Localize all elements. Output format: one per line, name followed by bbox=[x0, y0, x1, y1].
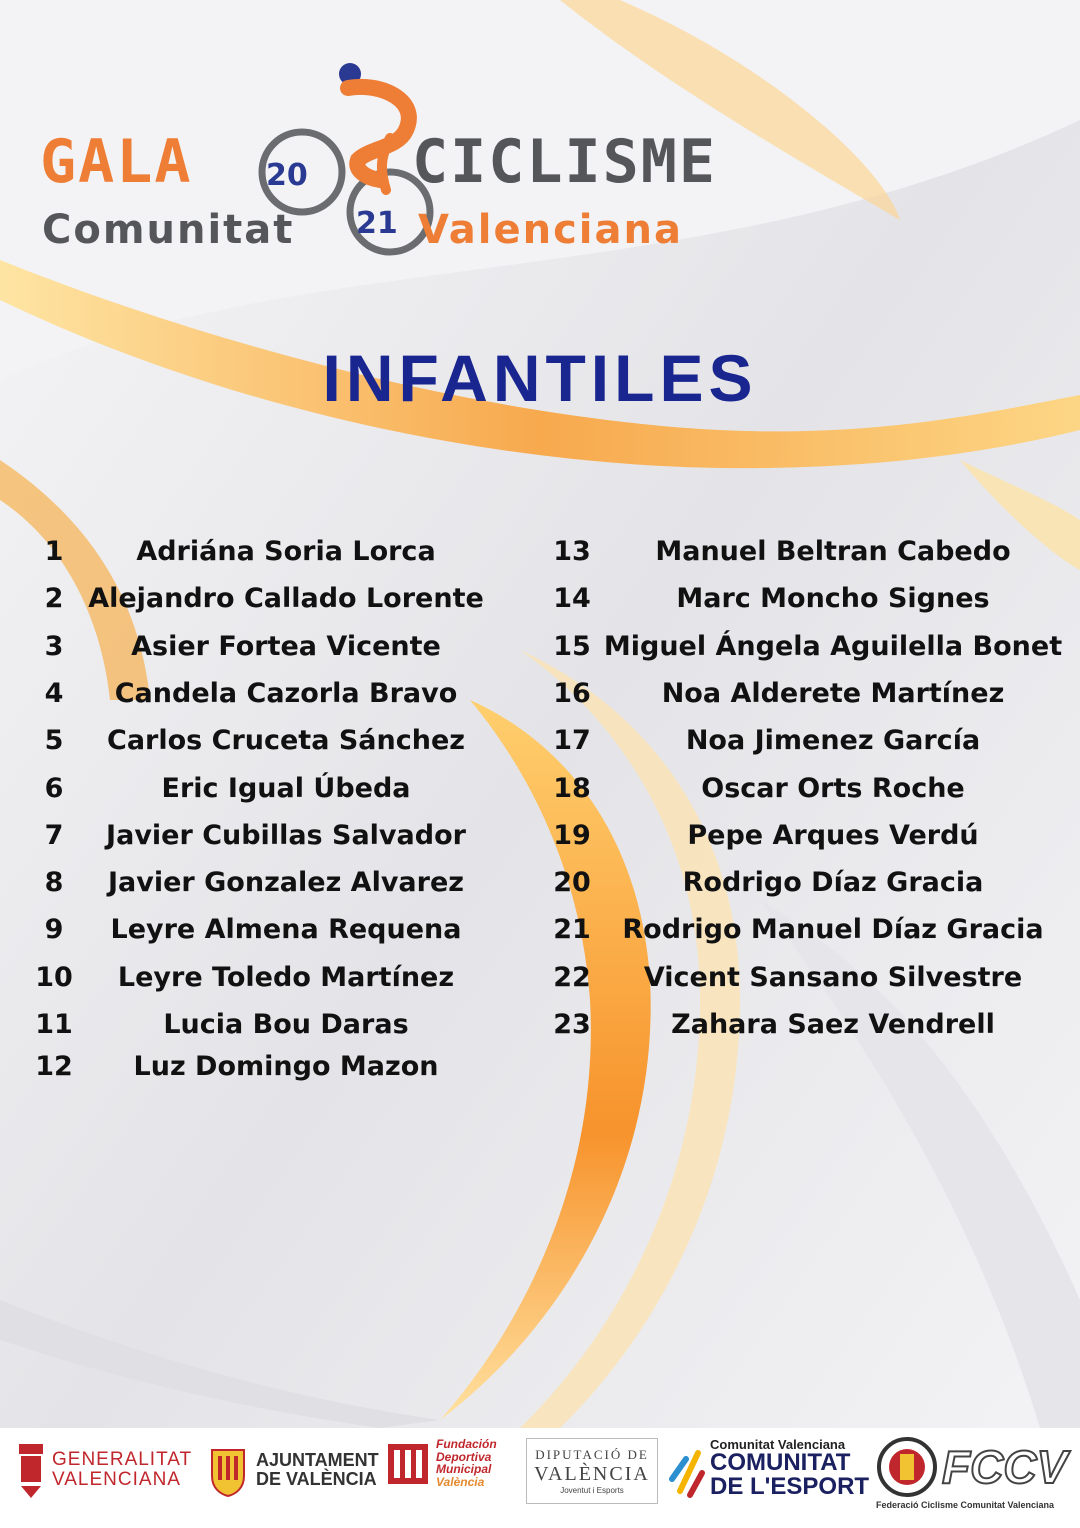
participant-list-left bbox=[24, 536, 504, 1096]
participant-name: Adriána Soria Lorca bbox=[136, 536, 436, 567]
fccv-seal-icon bbox=[876, 1436, 938, 1498]
logo-word-gala: GALA bbox=[40, 127, 193, 197]
fundacion-line-1: Fundación bbox=[436, 1437, 497, 1451]
participant-row bbox=[24, 867, 504, 907]
participant-name: Oscar Orts Roche bbox=[701, 773, 965, 804]
participant-name: Rodrigo Díaz Gracia bbox=[682, 867, 984, 898]
participant-row bbox=[542, 678, 1072, 718]
fundacion-emblem-icon bbox=[386, 1438, 430, 1488]
participant-row bbox=[24, 583, 504, 623]
participant-list-right bbox=[542, 536, 1072, 1056]
participant-row bbox=[24, 631, 504, 671]
participant-name: Pepe Arques Verdú bbox=[687, 820, 979, 851]
esport-stripes-icon bbox=[668, 1439, 706, 1499]
participant-row bbox=[24, 678, 504, 718]
participant-number: 4 bbox=[44, 678, 64, 709]
participant-name: Noa Alderete Martínez bbox=[661, 678, 1005, 709]
participant-name: Miguel Ángela Aguilella Bonet bbox=[603, 631, 1063, 662]
participant-name: Marc Moncho Signes bbox=[676, 583, 990, 614]
ajuntament-line-1: AJUNTAMENT bbox=[256, 1450, 379, 1471]
participant-number: 21 bbox=[553, 914, 591, 945]
participant-name: Noa Jimenez García bbox=[685, 725, 981, 756]
sponsor-fccv bbox=[876, 1436, 1067, 1510]
participant-number: 14 bbox=[553, 583, 591, 614]
generalitat-line-2: VALENCIANA bbox=[52, 1469, 181, 1490]
participant-row bbox=[24, 1051, 504, 1091]
diputacio-line-2: VALÈNCIA bbox=[534, 1463, 650, 1485]
participant-row bbox=[542, 773, 1072, 813]
participant-name: Vicent Sansano Silvestre bbox=[643, 962, 1023, 993]
participant-number: 1 bbox=[44, 536, 64, 567]
participant-number: 10 bbox=[35, 962, 73, 993]
logo-word-valenciana: Valenciana bbox=[418, 207, 683, 253]
participant-row bbox=[542, 583, 1072, 623]
esport-line-1: Comunitat Valenciana bbox=[710, 1437, 846, 1452]
participant-number: 8 bbox=[44, 867, 64, 898]
participant-row bbox=[542, 631, 1072, 671]
diputacio-line-1: DIPUTACIÓ DE bbox=[535, 1447, 649, 1462]
sponsor-diputacio bbox=[526, 1438, 658, 1504]
fundacion-line-3: Municipal bbox=[436, 1462, 492, 1477]
ajuntament-line-2: DE VALÈNCIA bbox=[256, 1469, 377, 1489]
participant-number: 18 bbox=[553, 773, 591, 804]
participant-number: 7 bbox=[44, 820, 64, 851]
fccv-wordmark: FCCV bbox=[942, 1441, 1068, 1493]
participant-row bbox=[24, 773, 504, 813]
generalitat-line-1: GENERALITAT bbox=[52, 1449, 193, 1471]
participant-name: Manuel Beltran Cabedo bbox=[655, 536, 1011, 567]
sponsor-comunitat-esport bbox=[668, 1438, 869, 1499]
participant-number: 23 bbox=[553, 1009, 591, 1040]
participant-number: 22 bbox=[553, 962, 591, 993]
participant-number: 9 bbox=[44, 914, 64, 945]
participant-name: Alejandro Callado Lorente bbox=[88, 583, 484, 614]
diputacio-line-3: Joventut i Esports bbox=[560, 1486, 624, 1495]
participant-row bbox=[542, 725, 1072, 765]
participant-row bbox=[24, 820, 504, 860]
participant-number: 11 bbox=[35, 1009, 73, 1040]
fccv-caption: Federació Ciclisme Comunitat Valenciana bbox=[876, 1500, 1055, 1510]
participant-name: Leyre Toledo Martínez bbox=[117, 962, 455, 993]
participant-name: Javier Gonzalez Alvarez bbox=[107, 867, 464, 898]
logo-year-top: 20 bbox=[266, 158, 308, 193]
participant-row bbox=[24, 725, 504, 765]
participant-number: 15 bbox=[553, 631, 591, 662]
participant-number: 3 bbox=[44, 631, 64, 662]
logo-year-bottom: 21 bbox=[356, 206, 398, 241]
participant-name: Zahara Saez Vendrell bbox=[671, 1009, 995, 1040]
participant-number: 13 bbox=[553, 536, 591, 567]
participant-row bbox=[542, 1009, 1072, 1049]
participant-name: Leyre Almena Requena bbox=[110, 914, 462, 945]
participant-row bbox=[542, 914, 1072, 954]
participant-row bbox=[24, 962, 504, 1002]
sponsor-logos bbox=[0, 1430, 1080, 1528]
participant-number: 16 bbox=[553, 678, 591, 709]
participant-name: Javier Cubillas Salvador bbox=[106, 820, 466, 851]
participant-name: Eric Igual Úbeda bbox=[161, 773, 411, 804]
participant-name: Luz Domingo Mazon bbox=[133, 1051, 439, 1082]
participant-number: 6 bbox=[44, 773, 64, 804]
participant-number: 20 bbox=[553, 867, 591, 898]
participant-number: 12 bbox=[35, 1051, 73, 1082]
logo-word-ciclisme: CICLISME bbox=[412, 127, 717, 197]
esport-line-2: COMUNITAT bbox=[710, 1449, 851, 1476]
sponsor-generalitat bbox=[16, 1440, 192, 1500]
logo-word-comunitat: Comunitat bbox=[42, 207, 295, 253]
participant-name: Carlos Cruceta Sánchez bbox=[107, 725, 465, 756]
participant-row bbox=[542, 820, 1072, 860]
participant-row bbox=[24, 914, 504, 954]
participant-number: 17 bbox=[553, 725, 591, 756]
gala-logo bbox=[30, 60, 730, 280]
fundacion-line-4: València bbox=[436, 1474, 485, 1489]
esport-line-3: DE L'ESPORT bbox=[710, 1473, 870, 1500]
fundacion-line-2: Deportiva bbox=[436, 1449, 492, 1464]
participant-number: 19 bbox=[553, 820, 591, 851]
participant-number: 5 bbox=[44, 725, 64, 756]
ajuntament-crest-icon bbox=[206, 1442, 250, 1498]
participant-name: Asier Fortea Vicente bbox=[131, 631, 441, 662]
participant-row bbox=[542, 536, 1072, 576]
participant-row bbox=[542, 962, 1072, 1002]
participant-row bbox=[24, 1009, 504, 1049]
participant-name: Lucia Bou Daras bbox=[163, 1009, 409, 1040]
participant-row bbox=[542, 867, 1072, 907]
participant-name: Candela Cazorla Bravo bbox=[114, 678, 458, 709]
participant-name: Rodrigo Manuel Díaz Gracia bbox=[622, 914, 1044, 945]
sponsor-fundacion bbox=[386, 1438, 497, 1488]
category-title: INFANTILES bbox=[322, 341, 758, 415]
participant-row bbox=[24, 536, 504, 576]
participant-number: 2 bbox=[44, 583, 64, 614]
generalitat-emblem-icon bbox=[16, 1440, 46, 1500]
sponsor-ajuntament bbox=[206, 1442, 379, 1498]
